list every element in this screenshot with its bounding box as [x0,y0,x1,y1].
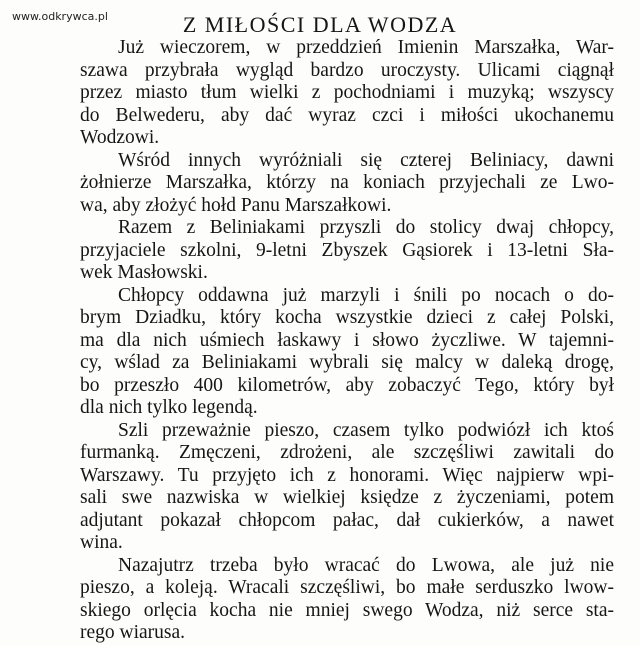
text-line: pieszo, a koleją. Wracali szczęśliwi, bo małe serduszko lwow- [80,577,614,598]
text-line: Nazajutrz trzeba było wracać do Lwowa, ale już nie [118,554,614,576]
text-line: Razem z Beliniakami przyszli do stolicy dwaj chłopcy, [118,217,614,238]
text-line: sali swe nazwiska w wielkiej księdze z życzeniami, potem [80,487,614,508]
text-line: brym Dziadku, który kocha wszystkie dzieci z całej Polski, [80,307,614,328]
text-line: ma dla nich uśmiech łaskawy i słowo życzliwe. W tajemni- [80,329,614,351]
text-line: do Belwederu, aby dać wyraz czci i miłości ukochanemu [80,104,614,126]
text-line: cy, wślad za Beliniakami wybrali się malcy w daleką drogę, [80,352,614,373]
text-line: furmanką. Zmęczeni, zdrożeni, ale szczęśliwi zawitali do [80,442,614,463]
text-line: wek Masłowski. [80,262,208,283]
text-line: Wśród innych wyróżniali się czterej Beliniacy, dawni [118,149,614,171]
text-line: Chłopcy oddawna już marzyli i śnili po nocach o do- [118,284,614,306]
text-line: wina. [80,532,123,553]
text-line: dla nich tylko legendą. [80,397,258,418]
text-line: przez miasto tłum wielki z pochodniami i muzyką; wszyscy [80,82,614,103]
site-watermark: www.odkrywca.pl [12,10,108,23]
text-line: skiego orlęcia kocha nie mniej swego Wodza, niż serce sta- [80,599,614,621]
text-line: szawa przybrała wygląd bardzo uroczysty. Ulicami ciągnął [80,59,614,81]
article-body [80,37,614,645]
text-line: adjutant pokazał chłopcom pałac, dał cukierków, a nawet [80,509,614,531]
text-line: wa, aby złożyć hołd Panu Marszałkowi. [80,194,392,216]
text-line: Warszawy. Tu przyjęto ich z honorami. Więc najpierw wpi- [80,464,614,486]
text-line: Już wieczorem, w przeddzień Imienin Marszałka, War- [118,37,614,58]
text-line: Szli przeważnie pieszo, czasem tylko podwiózł ich ktoś [118,419,614,441]
text-line: przyjaciele szkolni, 9-letni Zbyszek Gąsiorek i 13-letni Sła- [80,239,614,261]
text-line: bo przeszło 400 kilometrów, aby zobaczyć Tego, który był [80,374,614,396]
article-title: Z MIŁOŚCI DLA WODZA [182,12,458,37]
text-line: Wodzowi. [80,127,160,148]
text-line: rego wiarusa. [80,622,186,643]
text-line: żołnierze Marszałka, którzy na koniach przyjechali ze Lwo- [80,172,614,193]
